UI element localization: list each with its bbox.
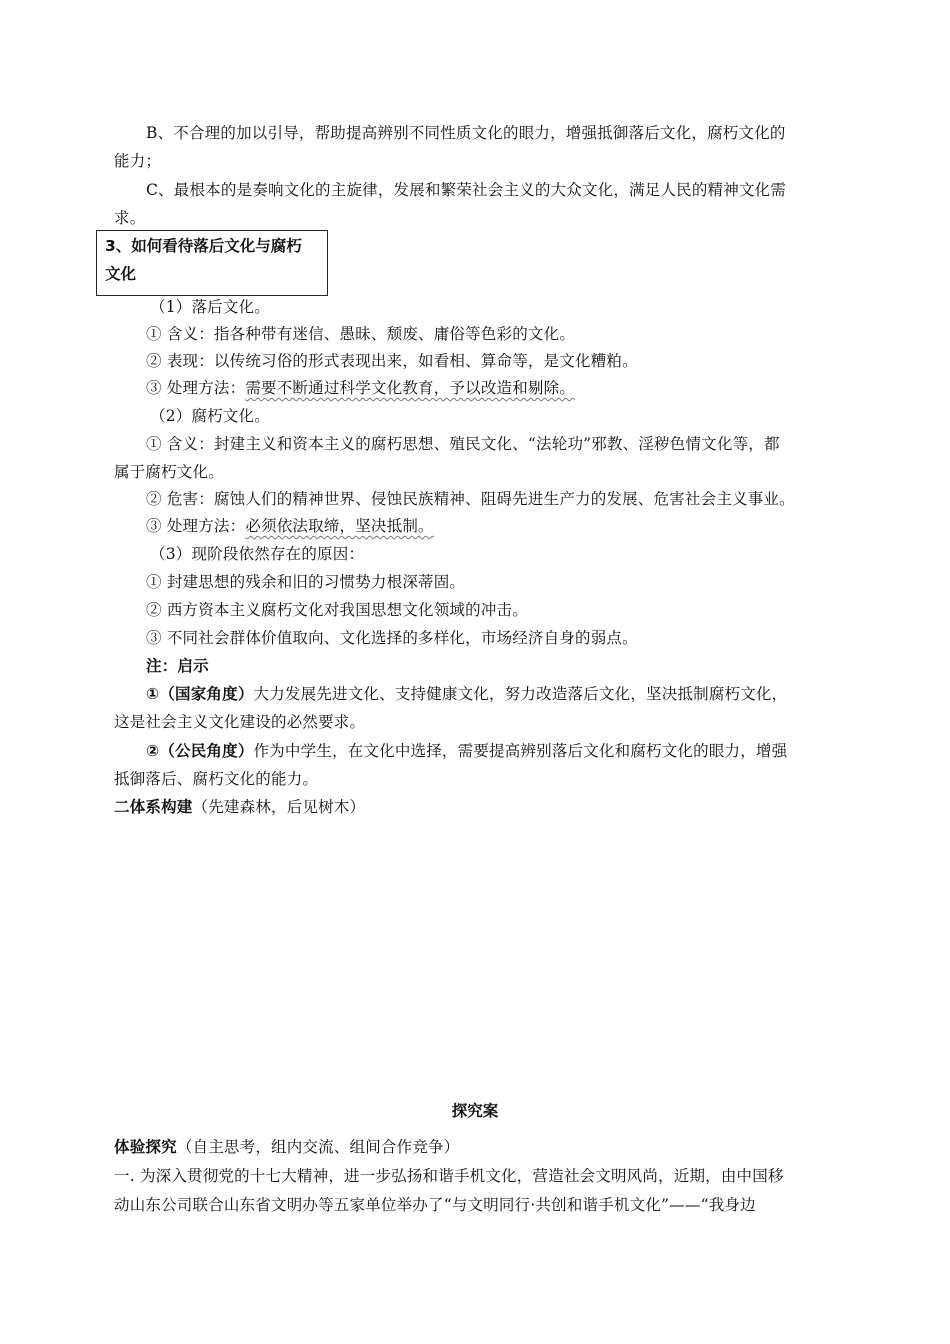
note-2-label: ②（公民角度）: [146, 742, 254, 760]
section-c-line2: 求。: [114, 209, 146, 227]
decadent-method-text: 必须依法取缔，坚决抵制。: [245, 517, 434, 535]
note-1-text: 大力发展先进文化、支持健康文化，努力改造落后文化，坚决抵制腐朽文化，: [253, 685, 788, 703]
question-1-line2: 动山东公司联合山东省文明办等五家单位举办了“与文明同行·共创和谐手机文化”——“我身边: [114, 1196, 756, 1214]
note-2-text: 作为中学生，在文化中选择，需要提高辨别落后文化和腐朽文化的眼力，增强: [253, 742, 788, 760]
backward-method: [146, 378, 838, 398]
note-1-line2: 这是社会主义文化建设的必然要求。: [114, 713, 366, 731]
decadent-method-label: ③ 处理方法：: [146, 517, 246, 535]
note-1-line1: [146, 684, 838, 704]
inquiry-heading-title: 体验探究: [114, 1138, 177, 1156]
section-c-line1: C、最根本的是奏响文化的主旋律，发展和繁荣社会主义的大众文化，满足人民的精神文化需: [146, 181, 787, 199]
decadent-title: （2）腐朽文化。: [150, 407, 270, 425]
heading3-line1: 3、如何看待落后文化与腐朽: [105, 237, 302, 255]
section-b-line1: B、不合理的加以引导，帮助提高辨别不同性质文化的眼力，增强抵御落后文化，腐朽文化的: [146, 124, 786, 142]
system-title: 二体系构建: [114, 798, 193, 816]
backward-method-label: ③ 处理方法：: [146, 379, 246, 397]
backward-title: （1）落后文化。: [150, 298, 270, 316]
decadent-method: [146, 516, 838, 536]
inquiry-page-title: 探究案: [451, 1102, 499, 1120]
reason-1: ① 封建思想的残余和旧的习惯势力根深蒂固。: [146, 573, 466, 591]
reason-2: ② 西方资本主义腐朽文化对我国思想文化领域的冲击。: [146, 601, 528, 619]
note-1-label: ①（国家角度）: [146, 685, 254, 703]
reasons-title: （3）现阶段依然存在的原因：: [150, 545, 365, 563]
decadent-meaning-line1: ① 含义：封建主义和资本主义的腐朽思想、殖民文化、“法轮功”邪教、淫秽色情文化等，都: [146, 435, 780, 453]
inquiry-heading: [114, 1137, 838, 1157]
heading-box: [96, 230, 328, 296]
note-2-line1: [146, 741, 838, 761]
section-b-line2: 能力；: [114, 152, 162, 170]
note-2-line2: 抵御落后、腐朽文化的能力。: [114, 770, 319, 788]
system-heading: [114, 797, 838, 817]
backward-form: ② 表现：以传统习俗的形式表现出来，如看相、算命等，是文化糟粕。: [146, 352, 638, 370]
backward-method-text: 需要不断通过科学文化教育，予以改造和剔除。: [245, 379, 576, 397]
question-1-line1: 一. 为深入贯彻党的十七大精神，进一步弘扬和谐手机文化，营造社会文明风尚，近期，由中国移: [114, 1167, 784, 1185]
decadent-harm: ② 危害：腐蚀人们的精神世界、侵蚀民族精神、阻碍先进生产力的发展、危害社会主义事业。: [146, 490, 795, 508]
backward-meaning: ① 含义：指各种带有迷信、愚昧、颓废、庸俗等色彩的文化。: [146, 325, 576, 343]
note-title: 注：启示: [146, 657, 209, 675]
decadent-meaning-line2: 属于腐朽文化。: [114, 463, 224, 481]
reason-3: ③ 不同社会群体价值取向、文化选择的多样化，市场经济自身的弱点。: [146, 629, 638, 647]
system-subtitle: （先建森林，后见树木）: [192, 798, 366, 816]
heading3-line2: 文化: [105, 265, 137, 283]
inquiry-heading-note: （自主思考，组内交流、组间合作竞争）: [176, 1138, 460, 1156]
